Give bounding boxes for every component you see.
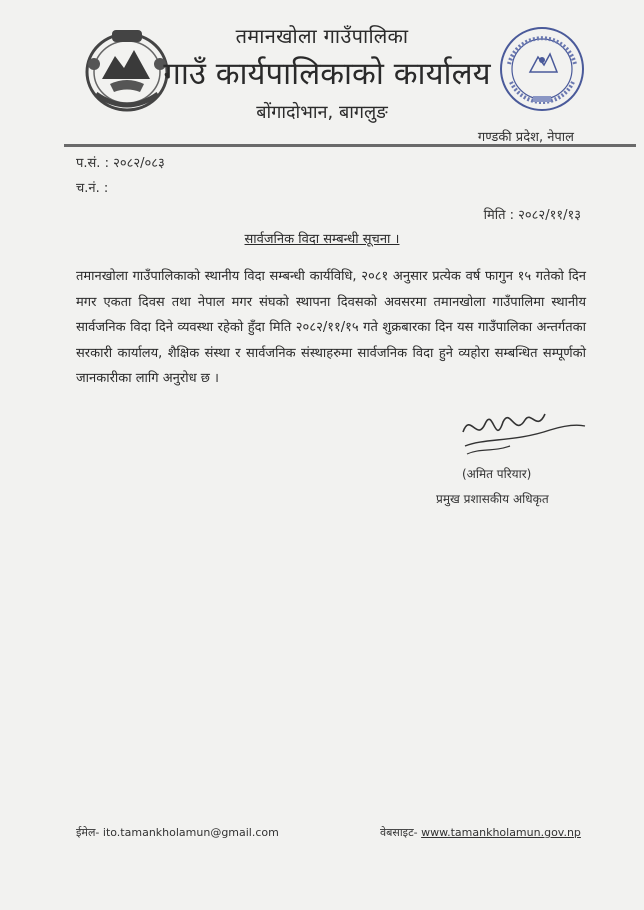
signatory-title: प्रमुख प्रशासकीय अधिकृत bbox=[436, 492, 549, 506]
office-seal-icon bbox=[497, 24, 587, 116]
dispatch-number: च.नं. : bbox=[76, 181, 109, 196]
website-label: वेबसाइट- bbox=[380, 826, 418, 839]
municipality-name: तमानखोला गाउँपालिका bbox=[235, 24, 409, 48]
handwritten-signature-icon bbox=[455, 402, 590, 474]
email-address[interactable]: ito.tamankholamun@gmail.com bbox=[102, 826, 279, 839]
header-divider bbox=[64, 144, 636, 147]
website-link[interactable]: www.tamankholamun.gov.np bbox=[421, 826, 581, 839]
nepal-emblem-icon bbox=[82, 24, 172, 116]
notice-subject-text: सार्वजनिक विदा सम्बन्धी सूचना । bbox=[244, 232, 400, 247]
signatory-name: (अमित परियार) bbox=[462, 467, 532, 481]
footer-email bbox=[76, 825, 279, 840]
letter-date: मिति : २०८२/११/१३ bbox=[483, 208, 581, 223]
reference-number: प.सं. : २०८२/०८३ bbox=[76, 156, 165, 171]
office-address: बोंगादोभान, बागलुङ bbox=[256, 102, 388, 123]
office-name: गाउँ कार्यपालिकाको कार्यालय bbox=[163, 56, 491, 92]
province-label: गण्डकी प्रदेश, नेपाल bbox=[477, 130, 574, 145]
notice-subject bbox=[0, 229, 644, 247]
footer-website bbox=[380, 825, 581, 840]
email-label: ईमेल- bbox=[76, 826, 100, 839]
notice-body: तमानखोला गाउँपालिकाको स्थानीय विदा सम्बन्धी कार्यविधि, २०८१ अनुसार प्रत्येक वर्ष फागुन १५ गतेको दिन मगर एकता दिवस तथा नेपाल मगर संघको स्थापना दिवसको अवसरमा तमानखोला गाउँपालिमा स्थानीय सार्वजनिक विदा दिने व्यवस्था रहेको हुँदा मिति २०८२/११/१५ गते शुक्रबारका दिन यस गाउँपालिका अन्तर्गतका सरकारी कार्यालय, शैक्षिक संस्था र सार्वजनिक संस्थाहरुमा सार्वजनिक विदा हुने व्यहोरा सम्बन्धित सम्पूर्णको जानकारीका लागि अनुरोध छ । bbox=[76, 269, 586, 386]
